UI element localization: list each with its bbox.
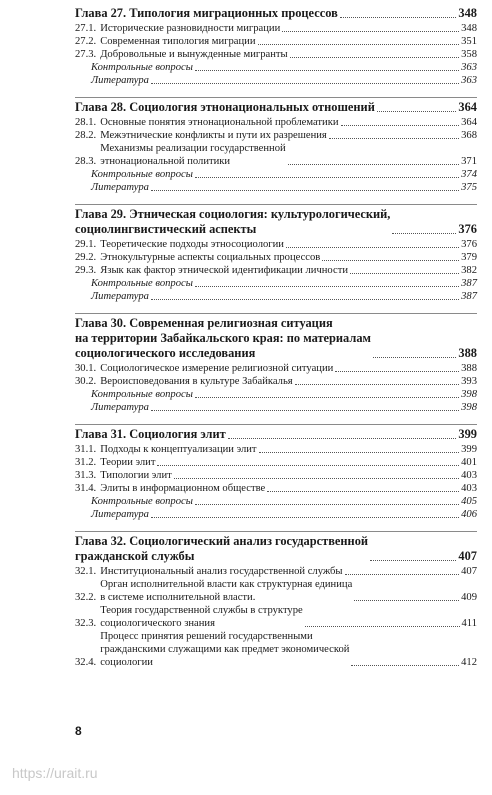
entry-title: Контрольные вопросы [91,62,193,73]
entry-title: Современная типология миграции [100,36,256,47]
chapter-block [75,313,477,414]
dot-leader [373,357,456,358]
toc-section-item[interactable] [75,443,477,456]
dot-leader [267,491,459,492]
dot-leader [288,164,459,165]
entry-title: Контрольные вопросы [91,389,193,400]
entry-number: 28.1. [75,117,97,128]
page-ref: 412 [461,657,477,668]
toc-section-item[interactable] [75,251,477,264]
page-ref: 401 [461,457,477,468]
watermark-url: https://urait.ru [12,765,98,781]
page-ref: 406 [461,509,477,520]
toc-section-item[interactable] [75,22,477,35]
entry-title: Процесс принятия решений государственными гражданскими служащими как предмет экономической социологии [100,631,350,668]
entry-number: 32.1. [75,566,97,577]
entry-number: 31.4. [75,483,97,494]
toc-section-item[interactable] [75,129,477,142]
entry-title: Глава 27. Типология миграционных процессов [75,6,338,20]
toc-extra-item[interactable] [75,181,477,194]
toc-section-item[interactable] [75,482,477,495]
entry-title: Глава 28. Социология этнонациональных отношений [75,100,375,114]
entry-title: Институциональный анализ государственной службы [100,566,343,577]
entry-title: Типологии элит [100,470,172,481]
entry-number: 29.2. [75,252,97,263]
dot-leader [157,465,459,466]
toc-section-item[interactable] [75,456,477,469]
page-ref: 387 [461,278,477,289]
page-ref: 363 [461,75,477,86]
dot-leader [305,626,460,627]
entry-title: Орган исполнительной власти как структурная единица в системе исполнительной власти. [100,579,353,603]
dot-leader [151,410,459,411]
dot-leader [228,438,457,439]
page-ref: 358 [461,49,477,60]
dot-leader [370,560,456,561]
entry-number: 32.4. [75,657,97,668]
toc-extra-item[interactable] [75,290,477,303]
chapter-heading[interactable] [75,6,477,21]
toc-section-item[interactable] [75,48,477,61]
dot-leader [322,260,459,261]
toc-section-item[interactable] [75,116,477,129]
entry-number: 31.3. [75,470,97,481]
dot-leader [195,504,459,505]
page-ref: 403 [461,483,477,494]
toc-extra-item[interactable] [75,74,477,87]
dot-leader [286,247,459,248]
toc-section-item[interactable] [75,469,477,482]
dot-leader [151,517,459,518]
toc-extra-item[interactable] [75,388,477,401]
toc-extra-item[interactable] [75,61,477,74]
page-ref: 364 [461,117,477,128]
dot-leader [329,138,459,139]
page-ref: 376 [458,222,477,236]
page-ref: 374 [461,169,477,180]
dot-leader [295,384,459,385]
entry-number: 27.1. [75,23,97,34]
toc-extra-item[interactable] [75,401,477,414]
dot-leader [341,125,460,126]
entry-number: 27.3. [75,49,97,60]
entry-title: Контрольные вопросы [91,278,193,289]
chapter-block [75,97,477,194]
toc-section-item[interactable] [75,362,477,375]
entry-number: 32.3. [75,618,97,629]
chapter-block [75,6,477,87]
toc-section-item[interactable] [75,630,477,669]
page-ref: 376 [461,239,477,250]
dot-leader [174,478,459,479]
entry-number: 27.2. [75,36,97,47]
chapter-heading[interactable] [75,534,477,564]
toc-section-item[interactable] [75,578,477,604]
chapter-heading[interactable] [75,427,477,442]
entry-number: 29.3. [75,265,97,276]
entry-title: Исторические разновидности миграции [100,23,281,34]
dot-leader [351,665,459,666]
entry-number: 28.2. [75,130,97,141]
page-ref: 409 [461,592,477,603]
page-number: 8 [75,724,82,738]
toc-section-item[interactable] [75,35,477,48]
chapter-block [75,531,477,669]
entry-number: 29.1. [75,239,97,250]
toc-section-item[interactable] [75,604,477,630]
page-ref: 393 [461,376,477,387]
entry-title: Добровольные и вынужденные мигранты [100,49,288,60]
entry-title: Литература [91,291,149,302]
entry-title: Литература [91,182,149,193]
page-ref: 411 [461,618,477,629]
page-ref: 351 [461,36,477,47]
entry-title: Литература [91,509,149,520]
page-ref: 371 [461,156,477,167]
entry-title: Элиты в информационном обществе [100,483,266,494]
chapter-heading[interactable] [75,316,477,361]
toc-section-item[interactable] [75,375,477,388]
dot-leader [259,452,460,453]
toc-section-item[interactable] [75,565,477,578]
page-ref: 403 [461,470,477,481]
toc-section-item[interactable] [75,142,477,168]
dot-leader [195,286,459,287]
dot-leader [258,44,460,45]
entry-number: 31.1. [75,444,97,455]
dot-leader [354,600,459,601]
entry-title: Теория государственной службы в структуре социологического знания [100,605,303,629]
entry-number: 28.3. [75,156,97,167]
entry-title: Основные понятия этнонациональной проблематики [100,117,339,128]
entry-title: Контрольные вопросы [91,496,193,507]
page-ref: 407 [461,566,477,577]
entry-title: Глава 31. Социология элит [75,427,226,441]
chapter-block [75,424,477,521]
dot-leader [290,57,459,58]
dot-leader [335,371,459,372]
entry-title: Теории элит [100,457,156,468]
page-ref: 364 [458,100,477,114]
entry-number: 30.1. [75,363,97,374]
entry-title: Механизмы реализации государственной этнонациональной политики [100,143,286,167]
dot-leader [377,111,457,112]
toc-extra-item[interactable] [75,277,477,290]
page-ref: 375 [461,182,477,193]
chapter-heading[interactable] [75,100,477,115]
dot-leader [350,273,459,274]
entry-number: 32.2. [75,592,97,603]
chapter-block [75,204,477,303]
entry-title: Вероисповедования в культуре Забайкалья [100,376,293,387]
page-ref: 382 [461,265,477,276]
toc-section-item[interactable] [75,238,477,251]
dot-leader [340,17,457,18]
toc-section-item[interactable] [75,264,477,277]
dot-leader [151,83,459,84]
page-ref: 399 [461,444,477,455]
chapter-heading[interactable] [75,207,477,237]
dot-leader [282,31,459,32]
page-ref: 399 [458,427,477,441]
dot-leader [151,190,459,191]
dot-leader [151,299,459,300]
page-ref: 407 [458,549,477,563]
entry-title: Подходы к концептуализации элит [100,444,257,455]
entry-number: 31.2. [75,457,97,468]
entry-number: 30.2. [75,376,97,387]
page-ref: 398 [461,389,477,400]
entry-title: Литература [91,402,149,413]
page-ref: 348 [461,23,477,34]
dot-leader [392,233,456,234]
table-of-contents [75,6,477,679]
page-ref: 363 [461,62,477,73]
entry-title: Этнокультурные аспекты социальных процессов [100,252,321,263]
page-ref: 387 [461,291,477,302]
page-ref: 348 [458,6,477,20]
dot-leader [345,574,460,575]
page-ref: 398 [461,402,477,413]
dot-leader [195,177,459,178]
page-ref: 388 [458,346,477,360]
toc-extra-item[interactable] [75,508,477,521]
entry-title: Литература [91,75,149,86]
entry-title: Межэтнические конфликты и пути их разрешения [100,130,327,141]
entry-title: Теоретические подходы этносоциологии [100,239,284,250]
toc-extra-item[interactable] [75,168,477,181]
dot-leader [195,70,459,71]
page-ref: 405 [461,496,477,507]
page-ref: 379 [461,252,477,263]
entry-title: Социологическое измерение религиозной ситуации [100,363,334,374]
entry-title: Глава 30. Современная религиозная ситуация на территории Забайкальского края: по материалам социологического исследования [75,316,371,360]
entry-title: Глава 29. Этническая социология: культурологический, социолингвистический аспекты [75,207,391,236]
dot-leader [195,397,459,398]
entry-title: Контрольные вопросы [91,169,193,180]
page-ref: 368 [461,130,477,141]
toc-extra-item[interactable] [75,495,477,508]
entry-title: Язык как фактор этнической идентификации личности [100,265,348,276]
entry-title: Глава 32. Социологический анализ государственной гражданской службы [75,534,369,563]
page-ref: 388 [461,363,477,374]
